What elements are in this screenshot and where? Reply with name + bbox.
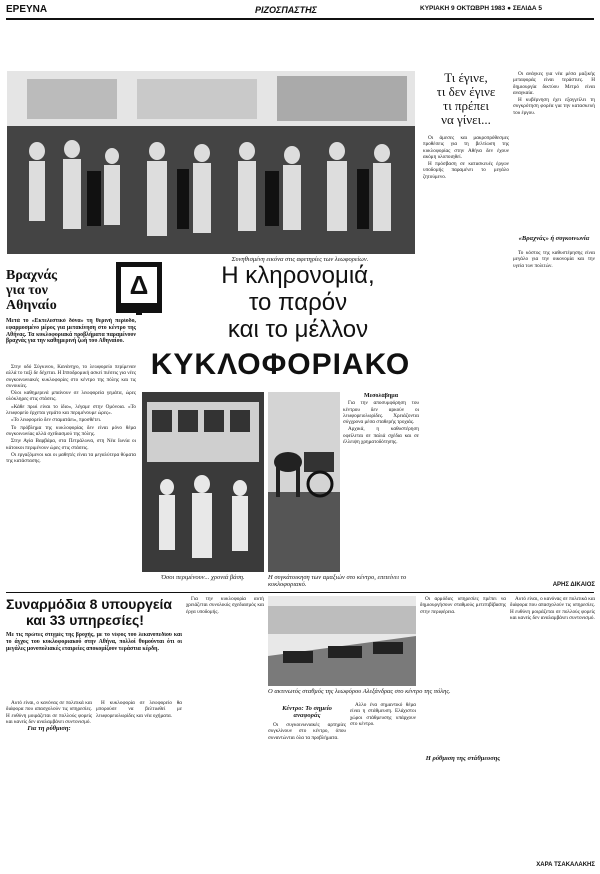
crowd-photo-caption: Συνηθισμένη εικόνα στις αφετηρίες των λεωφορείων.: [231, 256, 369, 263]
right-headline-line2: τι δεν έγινε: [436, 84, 496, 99]
delta-sign: [114, 260, 164, 315]
station-photo: [268, 596, 416, 686]
bottom-col-e: [350, 702, 416, 870]
bottom-sub-kentro: Κέντρο: Το σημείο αναφοράς: [282, 705, 332, 719]
left-article-p5: Οι εργαζόμενοι και οι μαθητές είναι τα μεγαλύτερα θύματα της κατάστασης.: [6, 451, 136, 465]
main-headline-kicker: ΚΥΚΛΟΦΟΡΙΑΚΟ: [150, 348, 411, 381]
cart-photo: [268, 392, 340, 572]
far-right-p3: Το κόστος της καθυστέρησης είναι μεγάλο για την οικονομία και την υγεία των πολιτών.: [513, 250, 595, 269]
far-right-p1: Οι ανάγκες για νέα μέσα μαζικής μεταφοράς είναι τεράστιες. Η δημιουργία δικτύου Μετρό είναι αναγκαία.: [513, 71, 595, 96]
main-headline: [178, 262, 418, 343]
bottom-col-e-text: Αλλο ένα σημαντικό θέμα είναι η στάθμευση. Ελάχιστοι χώροι στάθμευσης υπάρχουν στο κέντρο.: [350, 702, 416, 727]
left-article-quote1: «Κάθε πρωί είναι το ίδιο», λέγαμε στην Ομόνοια. «Το λεωφορείο έρχεται γεμάτο και περιμένουμε ώρες».: [6, 403, 136, 417]
bus-queue-caption: Όσοι περιμένουν... χρονιά βάση.: [161, 574, 245, 581]
right-headline-line3: τι πρέπει: [442, 98, 489, 113]
mid-article-p4: Αρχικά, η καθυστέρηση οφείλεται σε παλιά σχέδια και σε έλλειψη χρηματοδότησης.: [343, 426, 419, 446]
left-article-lead: Μετά το «Εκτελεστικό δόνα» τη θερινή περίοδο, εφαρμοσμένο μέρος για μετακίνηση στο κέντρο της Αθήνας. Τα κυκλοφοριακά προβλήματα παραμένουν βραχνάς για την καθημερινή ζωή του Αθηναίου.: [6, 318, 136, 345]
bottom-col-a-text: Αυτό είναι, ο κανόνας σε πολιτικά και διάφορα που απασχολούν τις υπηρεσίες. Η ευθύνη μοιράζεται σε πολλούς φορείς και κανείς δεν αναλαμβάνει συντονισμό.: [6, 700, 92, 725]
far-right-p2: Η κυβέρνηση έχει εξαγγείλει τη συγκρότηση φορέα για την κατασκευή του έργου.: [513, 97, 595, 116]
main-headline-line1: Η κληρονομιά,: [221, 262, 375, 289]
left-article-p3: Το πρόβλημα της κυκλοφορίας δεν είναι μόνο θέμα συγκοινωνίας αλλά σχεδιασμού της πόλης.: [6, 424, 136, 437]
bottom-headline: [6, 596, 182, 628]
bottom-col-c: [186, 596, 264, 870]
masthead: ΡΙΖΟΣΠΑΣΤΗΣ: [255, 5, 317, 15]
mid-article-sub: Μεσολάβημα: [363, 393, 399, 399]
right-headline-line1: Τι έγινε,: [444, 70, 488, 85]
bottom-col-b-text: Η κυκλοφορία σε λεωφορείο θα μπορούσε να βελτιωθεί με λεωφορειολωρίδες και νέα οχήματα.: [96, 700, 182, 719]
left-article-p1: Στην οδό Σύγκινου, Κανάνηγο, το λεωφορείο περίμεναν αλλά το ταξί δε δέχεται. Η Ιπποδρομική ασκεί πιέσεις για νέες συγκοινωνιακές κυκλοφορίες στο κέντρο της πόλης και τις συνοικίες.: [6, 364, 136, 389]
right-article-col1: [423, 135, 509, 425]
far-right-col1: [513, 71, 595, 221]
right-headline-line4: να γίνει...: [441, 112, 491, 127]
right-article-p1: Οι άμεσες και μακροπρόθεσμες προθέσεις για τη βελτίωση της κυκλοφορίας στην Αθήνα δεν έχουν ακόμη υλοποιηθεί.: [423, 135, 509, 160]
left-article-p4: Στην Αγία Βαρβάρα, στα Πετράλωνα, στη Νέα Ιωνία οι κάτοικοι περιμένουν ώρες στις στάσεις.: [6, 438, 136, 451]
crowd-photo: [7, 71, 415, 254]
main-headline-line3: και το μέλλον: [227, 316, 369, 343]
main-headline-line2: το παρόν: [248, 289, 348, 316]
far-right-signature: ΑΡΗΣ ΔΙΚΑΙΟΣ: [552, 582, 595, 588]
left-headline-line2: για τον: [6, 283, 48, 298]
left-article-p2: Όλοι καθημερινά μπαίνουν σε λεωφορεία γεμάτα, ώρες ολόκληρες στις στάσεις.: [6, 390, 136, 403]
date-page: ΚΥΡΙΑΚΗ 9 ΟΚΤΩΒΡΗ 1983 ● ΣΕΛΙΔΑ 5: [420, 5, 542, 12]
far-right-subhead: «Βραχνάς» ή συγκοινωνία: [518, 235, 590, 242]
mid-article-p3: Για την αποσυμφόρηση του κέντρου δεν αρκούν οι λεωφορειολωρίδες. Χρειάζονται σύγχρονα μέσα σταθερής τροχιάς.: [343, 400, 419, 426]
bottom-sub-stathmeusi: Η ρύθμιση της στάθμευσης: [425, 755, 501, 762]
bottom-col-c-text: Για την κυκλοφορία αυτή χρειάζεται συνολικός σχεδιασμός και έργα υποδομής.: [186, 596, 264, 615]
bus-queue-photo: [142, 392, 264, 572]
far-right-col2: [513, 250, 595, 580]
bottom-col-d: [268, 722, 346, 870]
bottom-rule: [6, 592, 594, 593]
delta-sign-letter: Δ: [129, 270, 149, 300]
header-rule: [6, 18, 594, 20]
bottom-col-a: [6, 700, 92, 870]
bottom-col-b: [96, 700, 182, 870]
left-article-body: [6, 364, 136, 574]
right-headline: [423, 71, 509, 127]
bottom-col-f-text: Οι αρμόδιες υπηρεσίες πρέπει να δημιουργήσουν σταθμούς μετεπιβίβασης στην περιφέρεια.: [420, 596, 506, 615]
bottom-headline-line1: Συναρμόδια 8 υπουργεία: [6, 596, 173, 612]
bottom-lead: Με τις πρώτες στιγμές της βροχής, με το νέφος του λεκανοπεδίου και το άγχος του κυκλοφοριακού στην Αθήνα, πολλοί θυμούνται ότι οι μεγάλες μονοπολιακές εταιρείες αποκομίζουν τεράστια κέρδη.: [6, 632, 182, 652]
left-headline: [6, 268, 110, 313]
bottom-col-f: [420, 596, 506, 748]
bottom-col-g: [510, 596, 595, 858]
bottom-sub-rythmisi: Για τη ρύθμιση:: [27, 725, 71, 733]
mid-article-body: [343, 393, 419, 583]
bottom-headline-line2: και 33 υπηρεσίες!: [26, 612, 144, 628]
bottom-col-d-text: Οι συγκοινωνιακές αρτηρίες συγκλίνουν στο κέντρο, όπου συναντώνται όλα τα προβλήματα.: [268, 722, 346, 741]
bottom-col-g-text: Αυτό είναι, ο κανόνας σε πολιτικά και διάφορα που απασχολούν τις υπηρεσίες. Η ευθύνη μοιράζεται σε πολλούς φορείς και κανείς δεν αναλαμβάνει συντονισμό.: [510, 596, 595, 621]
station-caption: Ο ακτινωτός σταθμός της λεωφόρου Αλεξάνδρας στο κέντρο της πόλης.: [268, 688, 451, 695]
cart-caption: Η συγκάτοικηση των αμαξιών στο κέντρο, επιτείνει το κυκλοφοριακό.: [268, 574, 407, 588]
left-article-quote2: «Το λεωφορείο δεν σταματάει», προσθέτει.: [11, 417, 102, 424]
section-label: ΕΡΕΥΝΑ: [6, 4, 48, 15]
left-headline-line1: Βραχνάς: [6, 268, 58, 283]
right-article-p2: Η πρόσβαση σε κατασκευές έργων υποδομής παραμένει το μεγάλο ζητούμενο.: [423, 161, 509, 180]
left-headline-line3: Αθηναίο: [6, 298, 57, 313]
bottom-signature: ΧΑΡΑ ΤΣΑΚΑΛΑΚΗΣ: [536, 862, 595, 868]
